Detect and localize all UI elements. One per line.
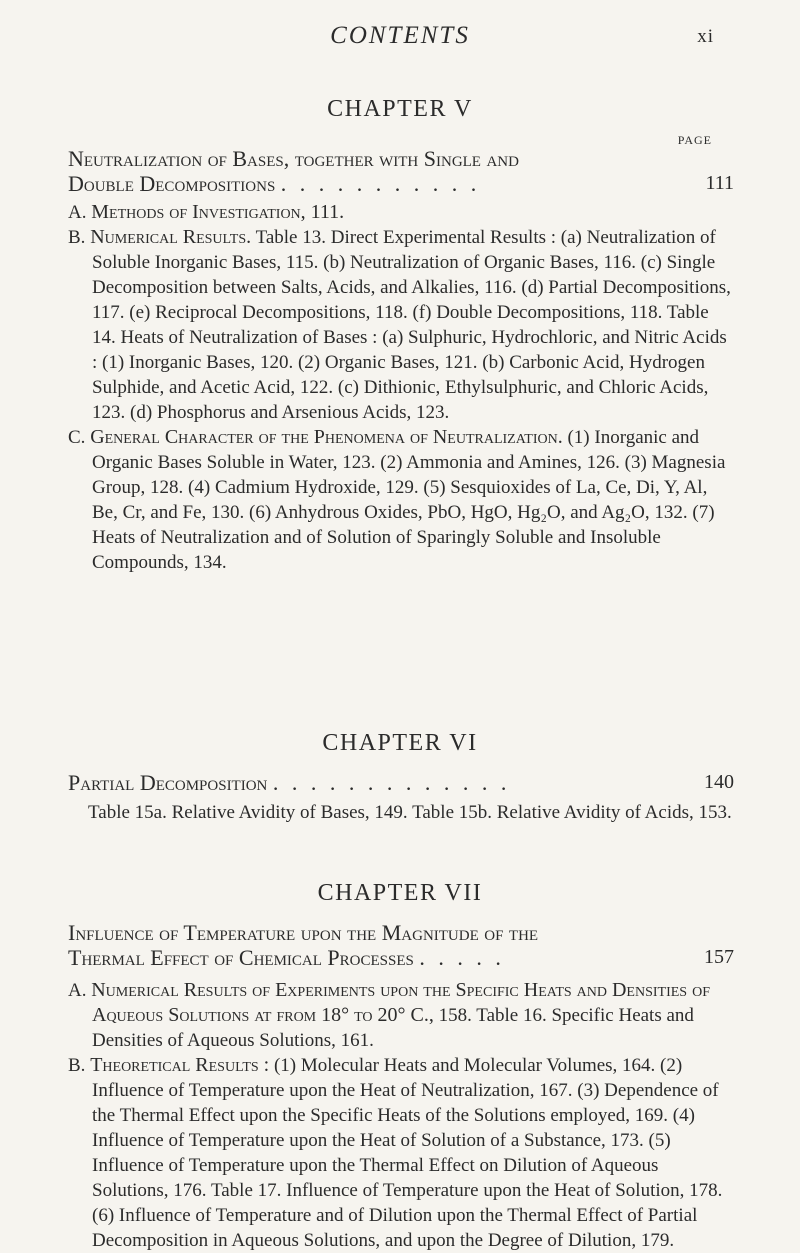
running-head bbox=[0, 18, 800, 52]
leader-dots: . . . . . . . . . . . . . bbox=[272, 770, 511, 795]
page-number: xi bbox=[697, 26, 714, 47]
chapter-vi-sections bbox=[68, 800, 732, 825]
chapter-vi-title bbox=[68, 770, 732, 795]
chapter-v-title bbox=[68, 146, 732, 196]
section-a bbox=[68, 978, 732, 1053]
section-b-text: Table 13. Direct Experimental Results : (a) Neutralization of Soluble Inorganic Bases, 115. (b) Neutralization of Organic Bases, 116. (c) Single Decomposition between Salts, Acids, and Alkalies, 116. (d) Partial Decompositions, 117. (e) Reciprocal Decompositions, 118. (f) Double Decompositions, 118. Table 14. Heats of Neutralization of Bases : (a) Sulphuric, Hydrochloric, and Nitric Acids : (1) Inorganic Bases, 120. (2) Organic Bases, 121. (b) Carbonic Acid, Hydrogen Sulphide, and Acetic Acid, 122. (c) Dithionic, Ethylsulphuric, and Chloric Acids, 123. (d) Phosphorus and Arsenious Acids, 123. bbox=[92, 227, 731, 423]
chapter-vii-title-text: Thermal Effect of Chemical Processes bbox=[68, 945, 414, 970]
section-a bbox=[68, 200, 732, 225]
section-a-head: Numerical Results of Experiments upon the Specific Heats and Densities of Aqueous Solutions at from 18° to 20° C., bbox=[91, 979, 710, 1026]
chapter-vi-heading: CHAPTER VI bbox=[322, 730, 478, 756]
chapter-v-sections bbox=[68, 200, 732, 575]
section-b-head: Numerical Results. bbox=[90, 226, 252, 248]
section-label: B. bbox=[68, 1055, 86, 1076]
page-column-label: PAGE bbox=[677, 133, 712, 147]
section-a-text: Methods of Investigation, 111. bbox=[91, 201, 345, 223]
section-b-head: Theoretical Results : bbox=[90, 1054, 270, 1076]
leader-dots: . . . . . . . . . . . bbox=[280, 171, 481, 196]
section-b bbox=[68, 225, 732, 425]
section-label: A. bbox=[68, 980, 87, 1001]
section-c bbox=[68, 425, 732, 575]
section-b-text: (1) Molecular Heats and Molecular Volumes, 164. (2) Influence of Temperature upon the Heat of Neutralization, 167. (3) Dependence of the Thermal Effect upon the Specific Heats of the Solutions employed, 169. (4) Influence of Temperature upon the Heat of Solution of a Substance, 173. (5) Influence of Temperature upon the Thermal Effect on Dilution of Aqueous Solutions, 176. Table 17. Influence of Temperature upon the Heat of Solution, 178. (6) Influence of Temperature and of Dilution upon the Thermal Effect of Partial Decomposition in Aqueous Solutions, and upon the Degree of Dilution, 179. bbox=[92, 1055, 723, 1251]
section-c-head: General Character of the Phenomena of Neutralization. bbox=[90, 426, 563, 448]
chapter-vii-title bbox=[68, 920, 732, 970]
chapter-v-title-line2 bbox=[68, 171, 732, 196]
chapter-vi-title-line bbox=[68, 770, 732, 795]
running-title: CONTENTS bbox=[330, 22, 470, 49]
chapter-vii-heading: CHAPTER VII bbox=[317, 880, 483, 906]
section-b bbox=[68, 1053, 732, 1253]
chapter-vi-text: Table 15a. Relative Avidity of Bases, 149. Table 15b. Relative Avidity of Acids, 153. bbox=[88, 802, 732, 823]
chapter-v-title-text: Double Decompositions bbox=[68, 171, 276, 196]
chapter-vi-title-text: Partial Decomposition bbox=[68, 770, 268, 795]
chapter-v-page: 111 bbox=[705, 172, 734, 194]
section-c-text: (1) Inorganic and Organic Bases Soluble in Water, 123. (2) Ammonia and Amines, 126. (3) Magnesia Group, 128. (4) Cadmium Hydroxide, 129. (5) Sesquioxides of La, Ce, Di, Y, Al, Be, Cr, and Fe, 130. (6) Anhydrous Oxides, PbO, HgO, Hg₂O, and Ag₂O, 132. (7) Heats of Neutralization and of Solution of Sparingly Soluble and Insoluble Compounds, 134. bbox=[92, 427, 726, 573]
section-label: C. bbox=[68, 427, 86, 448]
chapter-vii-page: 157 bbox=[704, 946, 734, 968]
leader-dots: . . . . . bbox=[419, 945, 505, 970]
section-label: A. bbox=[68, 202, 87, 223]
chapter-vii-title-line2 bbox=[68, 945, 732, 970]
chapter-vi-page: 140 bbox=[704, 771, 734, 793]
chapter-vii-sections bbox=[68, 978, 732, 1253]
section-label: B. bbox=[68, 227, 86, 248]
section-a-text: 158. Table 16. Specific Heats and Densities of Aqueous Solutions, 161. bbox=[92, 1005, 694, 1051]
chapter-v-title-line1: Neutralization of Bases, together with Single and bbox=[68, 146, 519, 171]
chapter-vii-title-line1: Influence of Temperature upon the Magnitude of the bbox=[68, 920, 539, 945]
chapter-v-heading: CHAPTER V bbox=[327, 96, 473, 122]
